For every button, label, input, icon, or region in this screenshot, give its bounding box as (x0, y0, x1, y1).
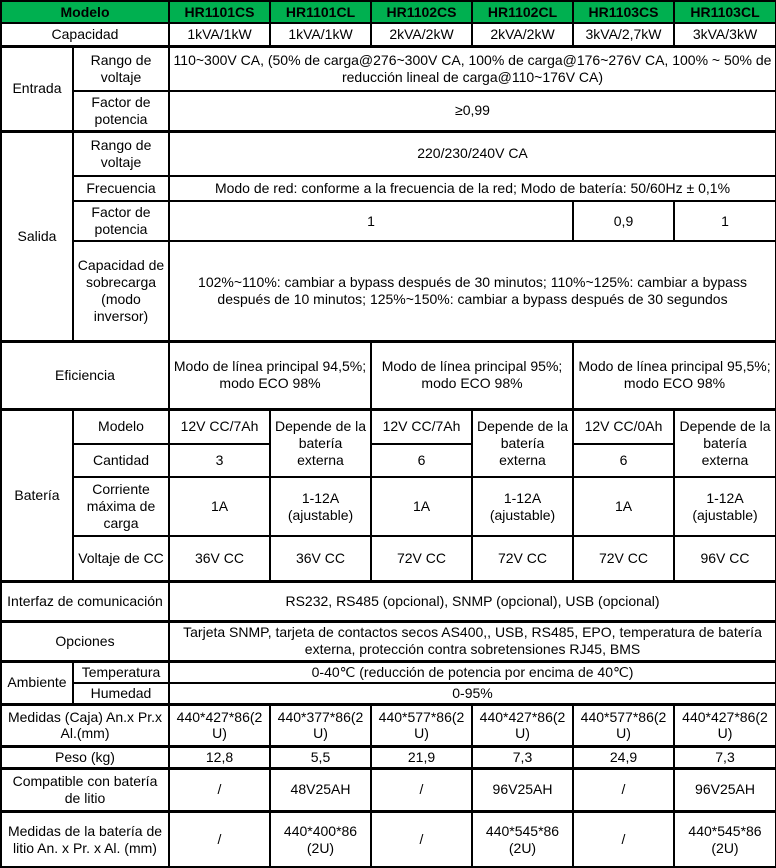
medidas-caja-value: 440*577*86(2U) (371, 704, 472, 746)
model-name: HR1101CL (270, 1, 371, 23)
medidas-caja-value: 440*427*86(2U) (472, 704, 573, 746)
entrada-group-label: Entrada (1, 46, 73, 131)
eficiencia-value: Modo de línea principal 95,5%; modo ECO 98% (573, 341, 776, 409)
row-opciones (1, 621, 776, 661)
bateria-corriente-label: Corriente máxima de carga (73, 477, 169, 536)
entrada-fp-label: Factor de potencia (73, 91, 169, 131)
bateria-cantidad-value: 6 (371, 444, 472, 477)
litio-medidas-value: 440*545*86 (2U) (472, 811, 573, 867)
litio-medidas-label: Medidas de la batería de litio An. x Pr. x Al. (mm) (1, 811, 169, 867)
bateria-group-label: Batería (1, 409, 73, 581)
bateria-corriente-value: 1-12A (ajustable) (674, 477, 776, 536)
bateria-voltaje-value: 72V CC (371, 536, 472, 581)
peso-value: 5,5 (270, 746, 371, 768)
litio-compatible-value: 96V25AH (674, 768, 776, 811)
bateria-corriente-value: 1-12A (ajustable) (472, 477, 573, 536)
row-salida-sobrecarga (1, 241, 776, 341)
litio-compatible-value: 48V25AH (270, 768, 371, 811)
interfaz-label: Interfaz de comunicación (1, 581, 169, 621)
row-salida-frecuencia (1, 176, 776, 201)
salida-group-label: Salida (1, 131, 73, 341)
bateria-cantidad-value: 3 (169, 444, 270, 477)
salida-frecuencia-value: Modo de red: conforme a la frecuencia de la red; Modo de batería: 50/60Hz ± 0,1% (169, 176, 776, 201)
ambiente-humedad-value: 0-95% (169, 683, 776, 704)
capacidad-label: Capacidad (1, 23, 169, 46)
bateria-corriente-value: 1A (371, 477, 472, 536)
bateria-voltaje-value: 72V CC (472, 536, 573, 581)
peso-value: 24,9 (573, 746, 674, 768)
row-bateria-voltaje (1, 536, 776, 581)
row-interfaz (1, 581, 776, 621)
model-name: HR1103CS (573, 1, 674, 23)
bateria-voltaje-value: 36V CC (270, 536, 371, 581)
opciones-value: Tarjeta SNMP, tarjeta de contactos secos AS400,, USB, RS485, EPO, temperatura de batería externa, protección contra sobretensiones RJ45, BMS (169, 621, 776, 661)
row-bateria-modelo (1, 409, 776, 444)
litio-compatible-value: / (573, 768, 674, 811)
litio-medidas-value: / (573, 811, 674, 867)
salida-fp-label: Factor de potencia (73, 201, 169, 241)
salida-sobrecarga-value: 102%~110%: cambiar a bypass después de 30 minutos; 110%~125%: cambiar a bypass después de 10 minutos; 125%~150%: cambiar a bypass después de 30 segundos (169, 241, 776, 341)
salida-fp-value: 1 (674, 201, 776, 241)
capacidad-value: 1kVA/1kW (169, 23, 270, 46)
bateria-modelo-label: Modelo (73, 409, 169, 444)
row-salida-fp (1, 201, 776, 241)
row-capacidad (1, 23, 776, 46)
bateria-corriente-value: 1A (169, 477, 270, 536)
ambiente-temperatura-label: Temperatura (73, 661, 169, 683)
model-name: HR1103CL (674, 1, 776, 23)
litio-compatible-value: / (169, 768, 270, 811)
entrada-rango-label: Rango de voltaje (73, 46, 169, 91)
model-name: HR1101CS (169, 1, 270, 23)
bateria-corriente-value: 1-12A (ajustable) (270, 477, 371, 536)
model-header-label: Modelo (1, 1, 169, 23)
bateria-cantidad-label: Cantidad (73, 444, 169, 477)
bateria-voltaje-value: 72V CC (573, 536, 674, 581)
bateria-externa-note: Depende de la batería externa (674, 409, 776, 477)
bateria-externa-note: Depende de la batería externa (270, 409, 371, 477)
row-salida-rango (1, 131, 776, 176)
peso-value: 12,8 (169, 746, 270, 768)
row-ambiente-humedad (1, 683, 776, 704)
entrada-fp-value: ≥0,99 (169, 91, 776, 131)
litio-medidas-value: / (169, 811, 270, 867)
medidas-caja-value: 440*427*86(2U) (169, 704, 270, 746)
row-litio-compatible (1, 768, 776, 811)
peso-value: 21,9 (371, 746, 472, 768)
bateria-modelo-value: 12V CC/7Ah (371, 409, 472, 444)
bateria-modelo-value: 12V CC/0Ah (573, 409, 674, 444)
salida-fp-value: 0,9 (573, 201, 674, 241)
medidas-caja-value: 440*377*86(2U) (270, 704, 371, 746)
capacidad-value: 3kVA/2,7kW (573, 23, 674, 46)
ambiente-temperatura-value: 0-40℃ (reducción de potencia por encima de 40℃) (169, 661, 776, 683)
litio-compatible-value: / (371, 768, 472, 811)
interfaz-value: RS232, RS485 (opcional), SNMP (opcional), USB (opcional) (169, 581, 776, 621)
bateria-externa-note: Depende de la batería externa (472, 409, 573, 477)
medidas-caja-value: 440*577*86(2U) (573, 704, 674, 746)
row-bateria-corriente (1, 477, 776, 536)
row-ambiente-temperatura (1, 661, 776, 683)
bateria-voltaje-value: 96V CC (674, 536, 776, 581)
peso-label: Peso (kg) (1, 746, 169, 768)
medidas-caja-value: 440*427*86(2U) (674, 704, 776, 746)
bateria-modelo-value: 12V CC/7Ah (169, 409, 270, 444)
bateria-corriente-value: 1A (573, 477, 674, 536)
salida-rango-value: 220/230/240V CA (169, 131, 776, 176)
litio-medidas-value: 440*545*86 (2U) (674, 811, 776, 867)
row-peso (1, 746, 776, 768)
litio-compatible-value: 96V25AH (472, 768, 573, 811)
row-entrada-rango (1, 46, 776, 91)
row-medidas-caja (1, 704, 776, 746)
litio-medidas-value: / (371, 811, 472, 867)
eficiencia-value: Modo de línea principal 94,5%; modo ECO 98% (169, 341, 371, 409)
peso-value: 7,3 (674, 746, 776, 768)
litio-medidas-value: 440*400*86 (2U) (270, 811, 371, 867)
entrada-rango-value: 110~300V CA, (50% de carga@276~300V CA, 100% de carga@176~276V CA, 100% ~ 50% de reducción lineal de carga@110~176V CA) (169, 46, 776, 91)
row-litio-medidas (1, 811, 776, 867)
capacidad-value: 1kVA/1kW (270, 23, 371, 46)
salida-rango-label: Rango de voltaje (73, 131, 169, 176)
salida-frecuencia-label: Frecuencia (73, 176, 169, 201)
row-eficiencia (1, 341, 776, 409)
bateria-voltaje-value: 36V CC (169, 536, 270, 581)
salida-sobrecarga-label: Capacidad de sobrecarga (modo inversor) (73, 241, 169, 341)
salida-fp-value: 1 (169, 201, 573, 241)
capacidad-value: 2kVA/2kW (371, 23, 472, 46)
model-name: HR1102CS (371, 1, 472, 23)
row-bateria-cantidad (1, 444, 776, 477)
bateria-cantidad-value: 6 (573, 444, 674, 477)
bateria-voltaje-label: Voltaje de CC (73, 536, 169, 581)
opciones-label: Opciones (1, 621, 169, 661)
ambiente-group-label: Ambiente (1, 661, 73, 704)
capacidad-value: 3kVA/3kW (674, 23, 776, 46)
eficiencia-value: Modo de línea principal 95%; modo ECO 98% (371, 341, 573, 409)
litio-compatible-label: Compatible con batería de litio (1, 768, 169, 811)
model-name: HR1102CL (472, 1, 573, 23)
capacidad-value: 2kVA/2kW (472, 23, 573, 46)
row-entrada-fp (1, 91, 776, 131)
ambiente-humedad-label: Humedad (73, 683, 169, 704)
eficiencia-label: Eficiencia (1, 341, 169, 409)
medidas-caja-label: Medidas (Caja) An.x Pr.x Al.(mm) (1, 704, 169, 746)
peso-value: 7,3 (472, 746, 573, 768)
row-model-header (1, 1, 776, 23)
